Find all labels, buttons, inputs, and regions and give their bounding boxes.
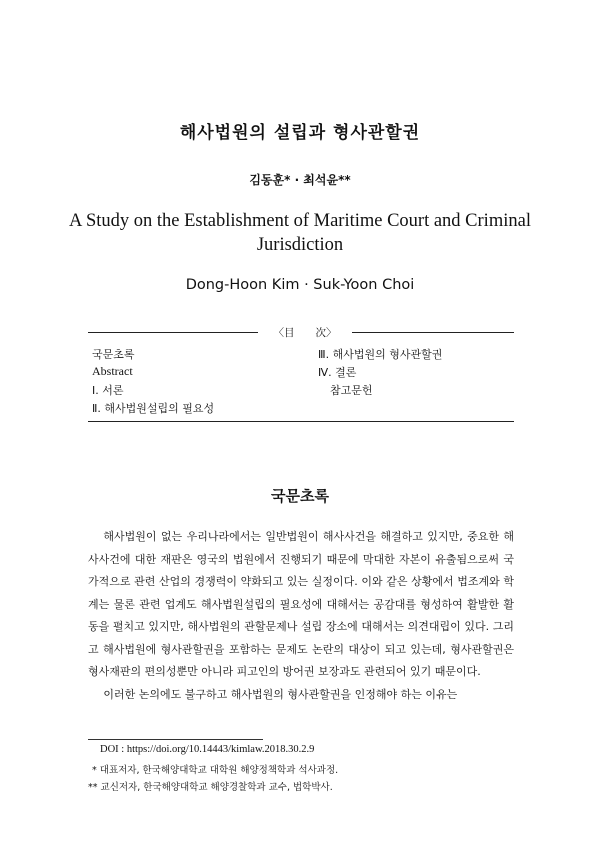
abstract-body	[88, 526, 514, 706]
toc-heading: 〈目 次〉	[273, 327, 337, 339]
abstract-paragraph: 해사법원이 없는 우리나라에서는 일반법원이 해사사건을 해결하고 있지만, 중요한 해사사건에 대한 재판은 영국의 법원에서 진행되기 때문에 막대한 자본이 유출됨으로써 국가적으로 관련 산업의 경쟁력이 약화되고 있는 실정이다. 이와 같은 상황에서 법조계와 학계는 물론 관련 업계도 해사법원설립의 필요성에 대해서는 공감대를 형성하여 활발한 활동을 펼치고 있지만, 해사법원의 관할문제나 설립 장소에 대해서는 의견대립이 있다. 그리고 해사법원에 형사관할권을 포함하는 문제도 논란의 대상이 되고 있는데, 형사관할권은 형사재판의 편의성뿐만 아니라 피고인의 방어권 보장과도 관련되어 있기 때문이다.	[88, 530, 514, 678]
abstract-heading: 국문초록	[271, 487, 329, 505]
toc-item-conclusion[interactable]: Ⅳ. 결론	[318, 366, 357, 379]
authors-english: Dong-Hoon Kim · Suk-Yoon Choi	[185, 277, 415, 293]
toc-top-rule-right	[352, 332, 514, 333]
toc-item-necessity[interactable]: Ⅱ. 해사법원설립의 필요성	[92, 402, 215, 415]
toc-item-korean-abstract[interactable]: 국문초록	[92, 348, 135, 361]
toc-item-abstract[interactable]: Abstract	[92, 364, 133, 378]
toc-item-introduction[interactable]: Ⅰ. 서론	[92, 384, 124, 397]
abstract-paragraph: 이러한 논의에도 불구하고 해사법원의 형사관할권을 인정해야 하는 이유는	[103, 687, 458, 701]
footnote-corresponding-author: ** 교신저자, 한국해양대학교 해양경찰학과 교수, 법학박사.	[88, 782, 333, 793]
toc-top-rule-left	[88, 332, 258, 333]
footnote-rule	[88, 739, 263, 740]
toc-item-criminal-jurisdiction[interactable]: Ⅲ. 해사법원의 형사관할권	[318, 348, 443, 361]
paper-title-english: A Study on the Establishment of Maritime Court and Criminal Jurisdiction	[69, 211, 531, 255]
paper-title-korean: 해사법원의 설립과 형사관할권	[179, 123, 421, 143]
authors-korean: 김동훈* · 최석윤**	[249, 173, 351, 187]
toc-bottom-rule	[88, 421, 514, 422]
footnote-doi[interactable]: DOI : https://doi.org/10.14443/kimlaw.2018.30.2.9	[100, 744, 315, 755]
footnote-first-author: * 대표저자, 한국해양대학교 대학원 해양정책학과 석사과정.	[92, 765, 339, 776]
toc-item-references[interactable]: 참고문헌	[330, 384, 373, 397]
